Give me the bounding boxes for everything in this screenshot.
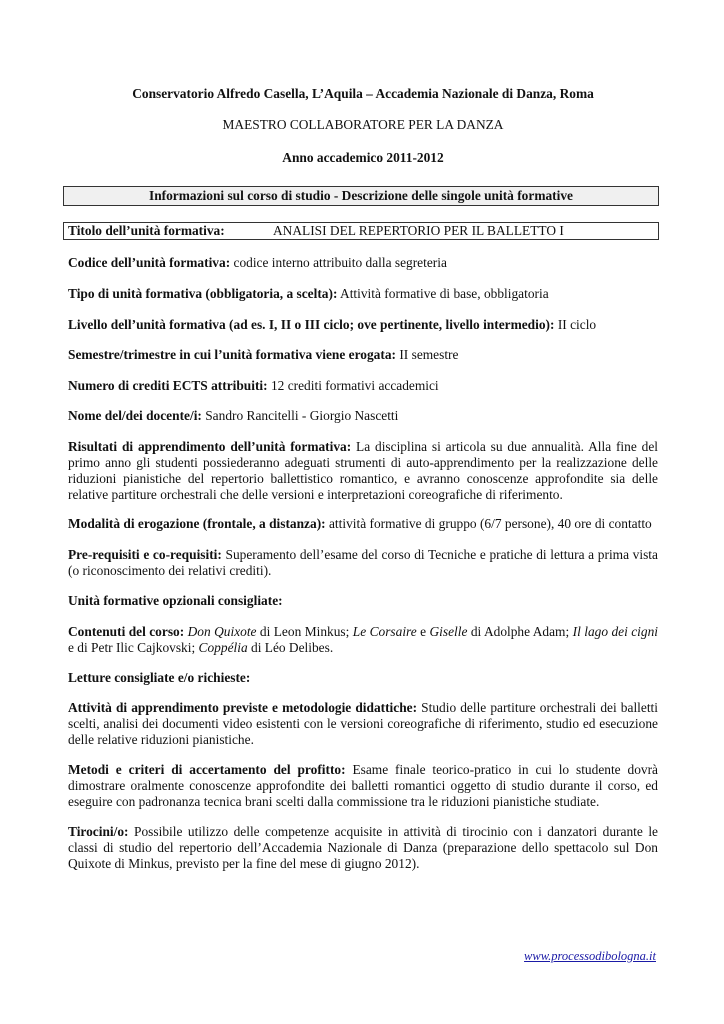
field-contenuti: [68, 624, 658, 656]
field-codice: [68, 255, 658, 271]
field-tipo: [68, 286, 658, 302]
field-label: Semestre/trimestre in cui l’unità formativa viene erogata:: [68, 347, 396, 362]
unit-title-box: [63, 222, 659, 240]
field-docenti: [68, 408, 658, 424]
field-attivita: [68, 700, 658, 748]
field-livello: [68, 317, 658, 333]
field-value: Studio delle partiture orchestrali dei balletti scelti, analisi dei documenti video esistenti con le versioni coreografiche di riferimento, studio ed esecuzione delle relative riduzioni pianistiche.: [68, 700, 658, 747]
info-section-box: Informazioni sul corso di studio - Descrizione delle singole unità formative: [63, 186, 659, 206]
field-prerequisiti: [68, 547, 658, 579]
field-label: Letture consigliate e/o richieste:: [68, 670, 251, 685]
field-value: attività formative di gruppo (6/7 persone), 40 ore di contatto: [325, 516, 652, 531]
field-value: Attività formative di base, obbligatoria: [337, 286, 549, 301]
field-label: Risultati di apprendimento dell’unità formativa:: [68, 439, 352, 454]
field-risultati: [68, 439, 658, 503]
field-letture: [68, 670, 658, 686]
field-value: 12 crediti formativi accademici: [267, 378, 439, 393]
field-label: Nome del/dei docente/i:: [68, 408, 202, 423]
field-label: Codice dell’unità formativa:: [68, 255, 231, 270]
work-title: Don Quixote: [187, 624, 257, 639]
field-label: Contenuti del corso:: [68, 624, 185, 639]
field-value: Sandro Rancitelli - Giorgio Nascetti: [201, 408, 399, 423]
work-title: Il lago dei cigni: [572, 624, 659, 639]
field-value: codice interno attribuito dalla segreteria: [230, 255, 447, 270]
field-value: II ciclo: [554, 317, 597, 332]
field-label: Livello dell’unità formativa (ad es. I, II o III ciclo; ove pertinente, livello intermedio):: [68, 317, 555, 332]
field-text: di Léo Delibes.: [247, 640, 334, 655]
field-label: Tirocini/o:: [68, 824, 129, 839]
field-label: Tipo di unità formativa (obbligatoria, a scelta):: [68, 286, 338, 301]
institution-title: Conservatorio Alfredo Casella, L’Aquila – Accademia Nazionale di Danza, Roma: [132, 86, 594, 101]
field-value: Esame finale teorico-pratico in cui lo studente dovrà dimostrare oralmente conoscenze approfondite dei balletti romantici oggetto di studio durante il corso, ed eseguire con padronanza tecnica brani scelti dalla commissione tra le riduzioni pianistiche studiate.: [68, 762, 659, 809]
field-label: Attività di apprendimento previste e metodologie didattiche:: [68, 700, 418, 715]
field-value: II semestre: [396, 347, 459, 362]
field-modalita: [68, 516, 658, 532]
unit-title-label: Titolo dell’unità formativa:: [68, 223, 225, 238]
work-title: Le Corsaire: [352, 624, 417, 639]
field-crediti: [68, 378, 658, 394]
field-value: La disciplina si articola su due annualità. Alla fine del primo anno gli studenti possiederanno adeguati strumenti di auto-apprendimento per la realizzazione delle riduzioni pianistiche del repertorio ballettistico romantico, e avranno conoscenze approfondite sia delle relative partiture orchestrali che delle versioni e interpretazioni coreografiche di riferimento.: [68, 439, 658, 502]
field-label: Pre-requisiti e co-requisiti:: [68, 547, 222, 562]
unit-title-value: ANALISI DEL REPERTORIO PER IL BALLETTO I: [273, 223, 564, 238]
field-text: e: [416, 624, 430, 639]
field-text: di Adolphe Adam;: [467, 624, 573, 639]
work-title: Giselle: [429, 624, 468, 639]
field-label: Modalità di erogazione (frontale, a distanza):: [68, 516, 326, 531]
field-metodi: [68, 762, 658, 810]
field-tirocini: [68, 824, 658, 872]
field-value: Possibile utilizzo delle competenze acquisite in attività di tirocinio con i danzatori durante le classi di studio del repertorio dell’Accademia Nazionale di Danza (preparazione dello spettacolo sul Don Quixote di Minkus, previsto per la fine del mese di giugno 2012).: [68, 824, 658, 871]
work-title: Coppélia: [198, 640, 248, 655]
field-text: e di Petr Ilic Cajkovski;: [68, 640, 199, 655]
field-opzionali: [68, 593, 658, 609]
academic-year: Anno accademico 2011-2012: [282, 150, 444, 165]
field-label: Numero di crediti ECTS attribuiti:: [68, 378, 268, 393]
field-value: Superamento dell’esame del corso di Tecniche e pratiche di lettura a prima vista (o riconoscimento dei relativi crediti).: [68, 547, 658, 578]
field-semestre: [68, 347, 658, 363]
field-label: Unità formative opzionali consigliate:: [68, 593, 283, 608]
course-title: MAESTRO COLLABORATORE PER LA DANZA: [222, 117, 504, 132]
field-label: Metodi e criteri di accertamento del profitto:: [68, 762, 346, 777]
field-text: di Leon Minkus;: [256, 624, 353, 639]
footer-link[interactable]: www.processodibologna.it: [524, 949, 656, 963]
